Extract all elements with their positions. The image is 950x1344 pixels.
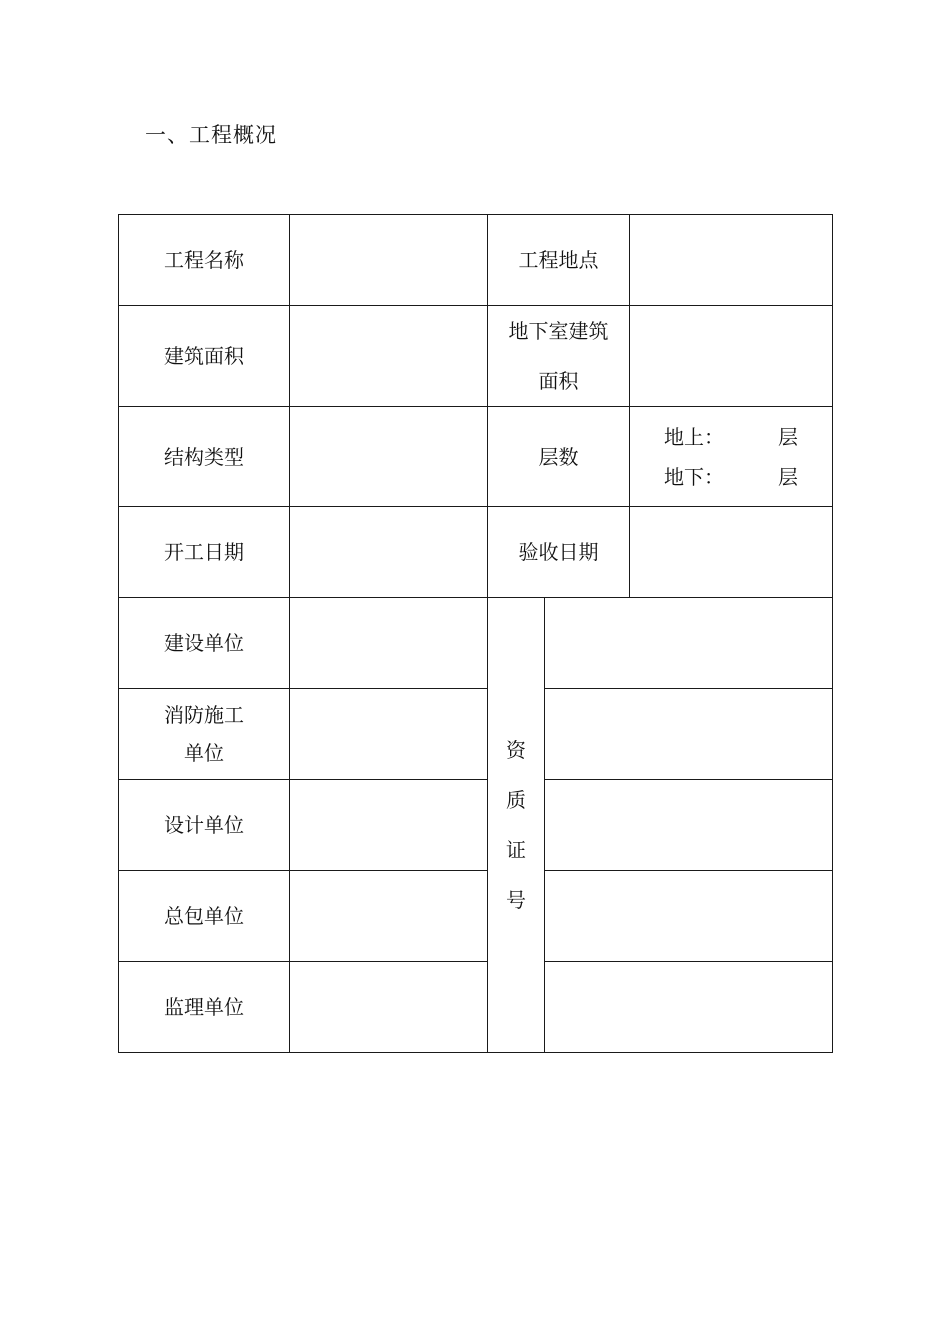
row-unit: [119, 689, 833, 780]
unit-label: 总包单位: [119, 871, 290, 962]
start-date-label: 开工日期: [119, 507, 290, 598]
unit-cert-value[interactable]: [545, 689, 833, 780]
unit-value[interactable]: [290, 598, 488, 689]
unit-label: 监理单位: [119, 962, 290, 1053]
floors-above-unit: 层: [778, 424, 798, 449]
row-project-name: [119, 215, 833, 306]
project-location-label: 工程地点: [488, 215, 630, 306]
project-overview-table: [118, 214, 833, 1053]
unit-value[interactable]: [290, 780, 488, 871]
row-unit: [119, 598, 833, 689]
structure-type-value[interactable]: [290, 407, 488, 507]
unit-label-line1: 消防施工: [164, 703, 244, 727]
unit-value[interactable]: [290, 689, 488, 780]
qualification-char: 号: [506, 888, 526, 912]
floors-above-label: 地上：: [664, 424, 724, 449]
basement-area-value[interactable]: [630, 306, 833, 407]
qualification-char: 质: [506, 788, 526, 812]
unit-label: [119, 689, 290, 780]
project-location-value[interactable]: [630, 215, 833, 306]
basement-area-label-line2: 面积: [538, 369, 579, 393]
basement-area-label-line1: 地下室建筑: [508, 319, 609, 343]
unit-cert-value[interactable]: [545, 871, 833, 962]
section-title: 一、工程概况: [145, 123, 277, 147]
basement-area-label: [488, 306, 630, 407]
building-area-value[interactable]: [290, 306, 488, 407]
project-name-label: 工程名称: [119, 215, 290, 306]
unit-cert-value[interactable]: [545, 962, 833, 1053]
acceptance-date-value[interactable]: [630, 507, 833, 598]
row-unit: [119, 962, 833, 1053]
qualification-char: 资: [506, 738, 526, 762]
qualification-cert-label: [488, 598, 545, 1053]
building-area-label: 建筑面积: [119, 306, 290, 407]
unit-label-line2: 单位: [184, 741, 224, 765]
unit-cert-value[interactable]: [545, 780, 833, 871]
floors-label: 层数: [488, 407, 630, 507]
project-name-value[interactable]: [290, 215, 488, 306]
unit-cert-value[interactable]: [545, 598, 833, 689]
floors-below-label: 地下：: [664, 464, 724, 489]
structure-type-label: 结构类型: [119, 407, 290, 507]
floors-below-unit: 层: [778, 464, 798, 489]
floors-above-line: [664, 417, 798, 457]
floors-below-line: [664, 457, 798, 497]
row-unit: [119, 871, 833, 962]
unit-label: 设计单位: [119, 780, 290, 871]
qualification-char: 证: [506, 838, 526, 862]
unit-value[interactable]: [290, 871, 488, 962]
row-unit: [119, 780, 833, 871]
row-dates: [119, 507, 833, 598]
unit-value[interactable]: [290, 962, 488, 1053]
unit-label: 建设单位: [119, 598, 290, 689]
acceptance-date-label: 验收日期: [488, 507, 630, 598]
floors-value[interactable]: [630, 407, 833, 507]
row-building-area: [119, 306, 833, 407]
start-date-value[interactable]: [290, 507, 488, 598]
row-structure-type: [119, 407, 833, 507]
